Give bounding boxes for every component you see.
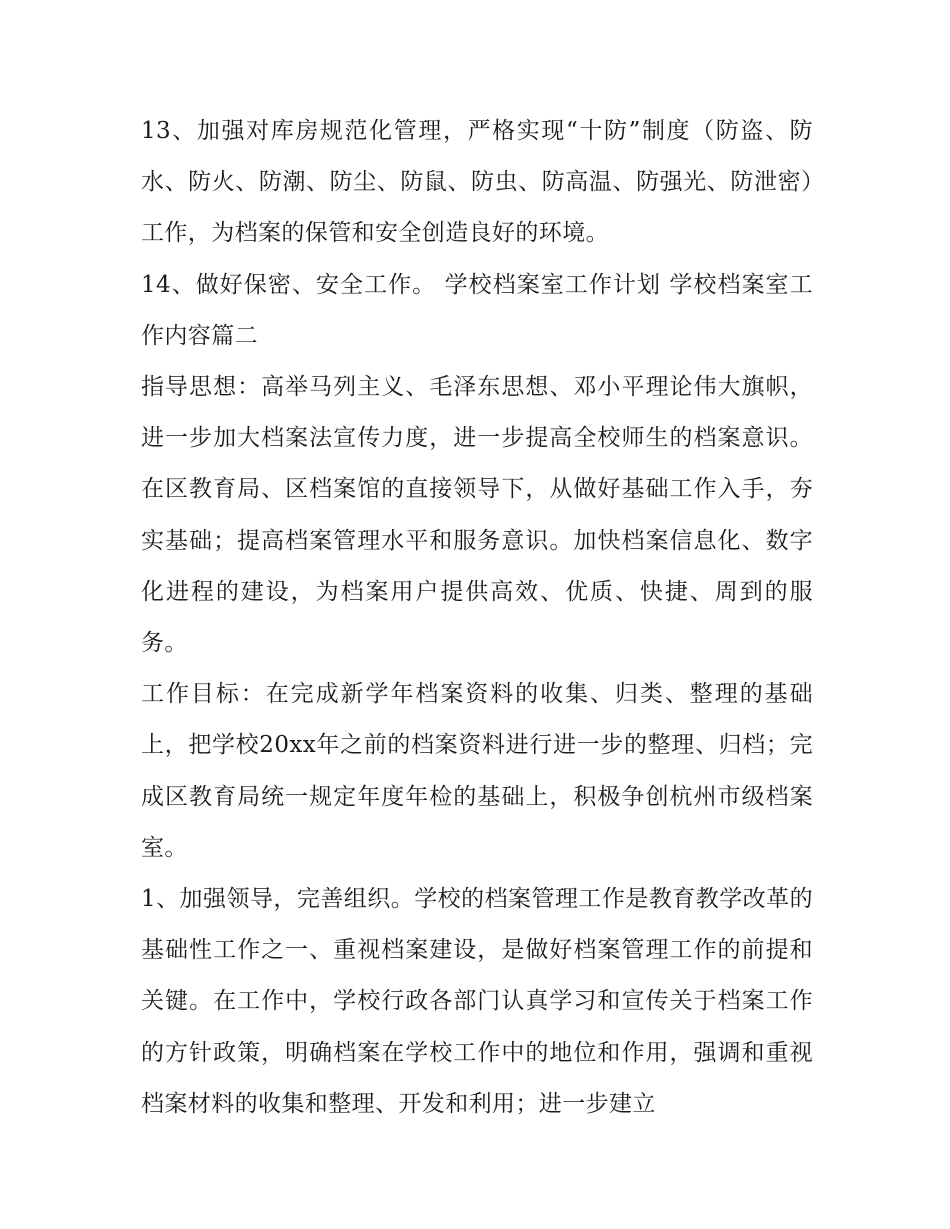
paragraph-item-1: 1、加强领导，完善组织。学校的档案管理工作是教育教学改革的基础性工作之一、重视档案建设，是做好档案管理工作的前提和关键。在工作中，学校行政各部门认真学习和宣传关于档案工作的方针政策，明确档案在学校工作中的地位和作用，强调和重视档案材料的收集和整理、开发和利用；进一步建立	[141, 886, 813, 1117]
document-body	[141, 106, 813, 1130]
paragraph-item-14: 14、做好保密、安全工作。 学校档案室工作计划 学校档案室工作内容篇二	[141, 271, 813, 349]
paragraph-work-goals: 工作目标：在完成新学年档案资料的收集、归类、整理的基础上，把学校20xx年之前的档案资料进行进一步的整理、归档；完成区教育局统一规定年度年检的基础上，积极争创杭州市级档案室。	[141, 681, 813, 861]
paragraph-guiding-ideology: 指导思想：高举马列主义、毛泽东思想、邓小平理论伟大旗帜，进一步加大档案法宣传力度，进一步提高全校师生的档案意识。在区教育局、区档案馆的直接领导下，从做好基础工作入手，夯实基础；提高档案管理水平和服务意识。加快档案信息化、数字化进程的建设，为档案用户提供高效、优质、快捷、周到的服务。	[141, 374, 813, 657]
paragraph-item-13: 13、加强对库房规范化管理，严格实现“十防”制度（防盗、防水、防火、防潮、防尘、防鼠、防虫、防高温、防强光、防泄密）工作，为档案的保管和安全创造良好的环境。	[141, 118, 813, 247]
